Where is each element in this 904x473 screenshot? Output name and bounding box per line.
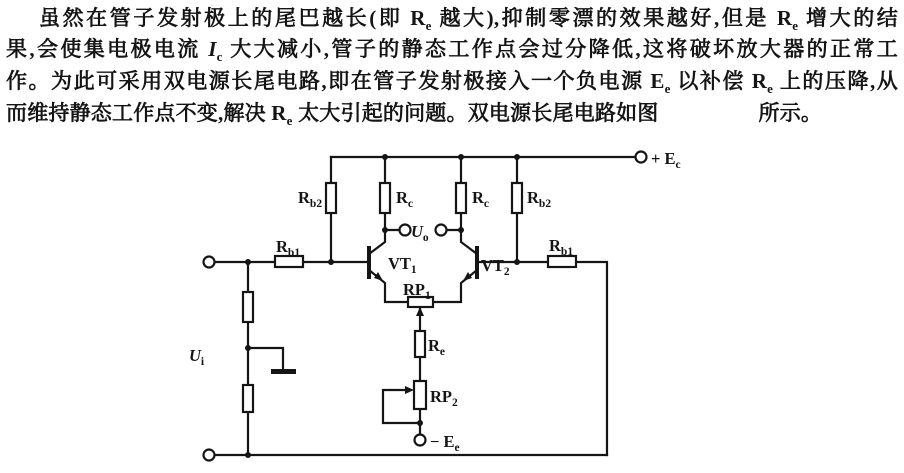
label-rc-right: $R_c$	[472, 188, 490, 210]
subscript: e	[664, 81, 671, 97]
junction-dot	[514, 259, 520, 265]
terminal-uo-left	[400, 225, 411, 236]
label-rc-left: $R_c$	[396, 188, 414, 210]
paragraph-line-1	[6, 3, 898, 34]
subscript: e	[767, 81, 774, 97]
label-ee-negative: − $E_e$	[430, 432, 460, 454]
wire-vt2-emitter	[433, 270, 477, 302]
rp2-wiper-arrow	[405, 386, 414, 394]
junction-dot	[245, 345, 251, 351]
wire-rb1-right-to-edge	[576, 262, 607, 455]
text-run: 大大减小,管子的静态工作点会过分降低,这将破坏放大器的正常工	[222, 37, 898, 61]
subscript: c	[216, 49, 223, 65]
junction-dot	[382, 227, 388, 233]
resistor-input-lower	[243, 385, 253, 412]
junction-dot	[417, 420, 423, 426]
terminal-ec-positive	[636, 152, 647, 163]
resistor-rb2-right	[512, 183, 522, 213]
text-run: 果,会使集电极电流	[6, 37, 209, 61]
text-run: 作。为此可采用双电源长尾电路,即在管子发射极接入一个负电源 E	[6, 69, 665, 93]
label-ec-positive: + $E_c$	[651, 149, 681, 171]
resistor-rc-right	[456, 183, 466, 213]
text-run: 增大的结	[798, 6, 898, 30]
label-rp2: $RP_2$	[430, 387, 458, 409]
circuit-diagram	[0, 140, 904, 473]
paragraph-line-2	[6, 34, 898, 65]
label-uo: $U_o$	[411, 222, 429, 244]
label-vt2: $VT_2$	[481, 256, 510, 278]
text-run: 上的压降,从	[773, 69, 898, 93]
text-run: 虽然在管子发射极上的尾巴越长(即 R	[39, 6, 426, 30]
vt1-emitter-arrow	[374, 272, 383, 281]
label-re: $R_e$	[428, 336, 446, 358]
terminal-input-top	[204, 257, 215, 268]
text-run: 以补偿 R	[670, 69, 768, 93]
label-rb2-left: $R_{b2}$	[298, 188, 323, 210]
resistor-re	[415, 331, 425, 357]
text-run: 太大引起的问题。双电源长尾电路如图	[292, 101, 659, 125]
junction-dot	[458, 227, 464, 233]
text-run: 越大),抑制零漂的效果越好,但是 R	[431, 6, 793, 30]
text-run: 所示。	[758, 101, 823, 125]
potentiometer-rp2	[414, 381, 426, 409]
wire-ground-stub	[248, 348, 283, 370]
junction-dot	[245, 259, 251, 265]
label-rb2-right: $R_{b2}$	[527, 188, 552, 210]
terminal-input-bottom	[204, 450, 215, 461]
label-rb1-right: $R_{b1}$	[549, 236, 574, 258]
symbol-ic: I	[208, 37, 217, 61]
rp1-wiper-arrow	[416, 307, 424, 316]
junction-dot	[514, 154, 520, 160]
label-ui: $U_i$	[189, 346, 205, 368]
paragraph-line-3	[6, 66, 898, 97]
subscript: e	[792, 18, 799, 34]
terminal-ee-negative	[415, 435, 426, 446]
paragraph-line-4	[6, 98, 898, 129]
junction-dot	[328, 259, 334, 265]
wire-vt2-collector	[461, 230, 477, 254]
junction-dot	[382, 154, 388, 160]
text-run: 而维持静态工作点不变,解决 R	[6, 101, 287, 125]
subscript: e	[286, 113, 293, 129]
vt2-emitter-arrow	[463, 272, 472, 281]
resistor-rc-left	[380, 183, 390, 213]
terminal-uo-right	[436, 225, 447, 236]
label-rb1-left: $R_{b1}$	[276, 237, 301, 259]
wire-vt1-collector	[369, 230, 385, 254]
junction-dot	[458, 154, 464, 160]
subscript: e	[425, 18, 432, 34]
junction-dot	[245, 452, 251, 458]
resistor-input-upper	[243, 292, 253, 322]
label-vt1: $VT_1$	[388, 254, 417, 276]
label-rp1: $RP_1$	[403, 280, 431, 302]
resistor-rb2-left	[326, 183, 336, 213]
